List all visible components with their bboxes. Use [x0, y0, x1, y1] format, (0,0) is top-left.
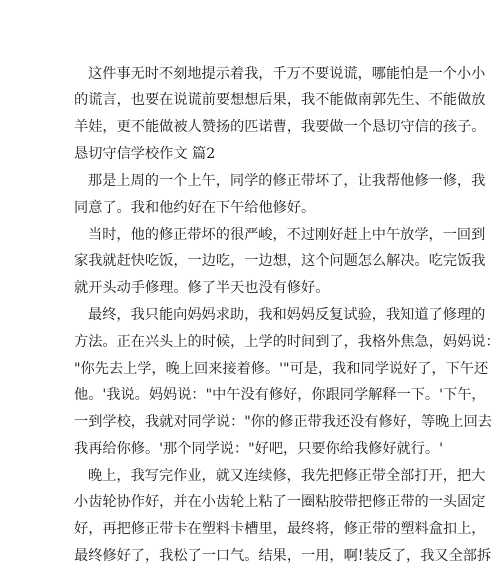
paragraph-5-line-1: 晚上，我写完作业，就又连续修，我先把修正带全部打开，把大	[88, 468, 486, 484]
paragraph-4-line-4: 他。'我说。妈妈说："中午没有修好，你跟同学解释一下。'下午，	[74, 387, 486, 403]
paragraph-2-line-1: 那是上周的一个上午，同学的修正带坏了，让我帮他修一修，我	[88, 173, 486, 189]
paragraph-5-line-3: 好，再把修正带卡在塑料卡槽里，最终将，修正带的塑料盒扣上，	[74, 521, 486, 537]
paragraph-4-line-3: "你先去上学，晚上回来接着修。'"可是，我和同学说好了，下午还	[74, 361, 489, 377]
paragraph-1-line-1: 这件事无时不刻地提示着我，千万不要说谎，哪能怕是一个小小	[88, 66, 486, 82]
paragraph-3-line-1: 当时，他的修正带坏的很严峻，不过刚好赶上中午放学，一回到	[88, 227, 486, 243]
paragraph-3-line-2: 家我就赶快吃饭，一边吃，一边想，这个问题怎么解决。吃完饭我	[74, 253, 486, 269]
paragraph-3-line-3: 就开头动手修理。修了半天也没有修好。	[74, 280, 330, 296]
paragraph-1-line-3: 羊娃，更不能做被人赞扬的匹诺曹，我要做一个恳切守信的孩子。	[74, 119, 486, 135]
paragraph-5-line-4: 最终修好了，我松了一口气。结果，一用，啊!装反了，我又全部拆	[74, 548, 492, 564]
section-title: 恳切守信学校作文 篇2	[74, 146, 216, 162]
paragraph-4-line-5: 一到学校，我就对同学说："你的修正带我还没有修好，等晚上回去	[74, 414, 492, 430]
paragraph-4-line-2: 方法。正在兴头上的时候，上学的时间到了，我格外焦急，妈妈说：	[74, 334, 500, 350]
paragraph-1-line-2: 的谎言，也要在说谎前要想想后果，我不能做南郭先生、不能做放	[74, 92, 486, 108]
paragraph-5-line-2: 小齿轮协作好，并在小齿轮上粘了一圈粘胶带把修正带的一头固定	[74, 494, 486, 510]
paragraph-4-line-1: 最终，我只能向妈妈求助，我和妈妈反复试验，我知道了修理的	[88, 307, 486, 323]
paragraph-2-line-2: 同意了。我和他约好在下午给他修好。	[74, 200, 316, 216]
paragraph-4-line-6: 我再给你修。'那个同学说："好吧，只要你给我修好就行。'	[74, 441, 444, 457]
